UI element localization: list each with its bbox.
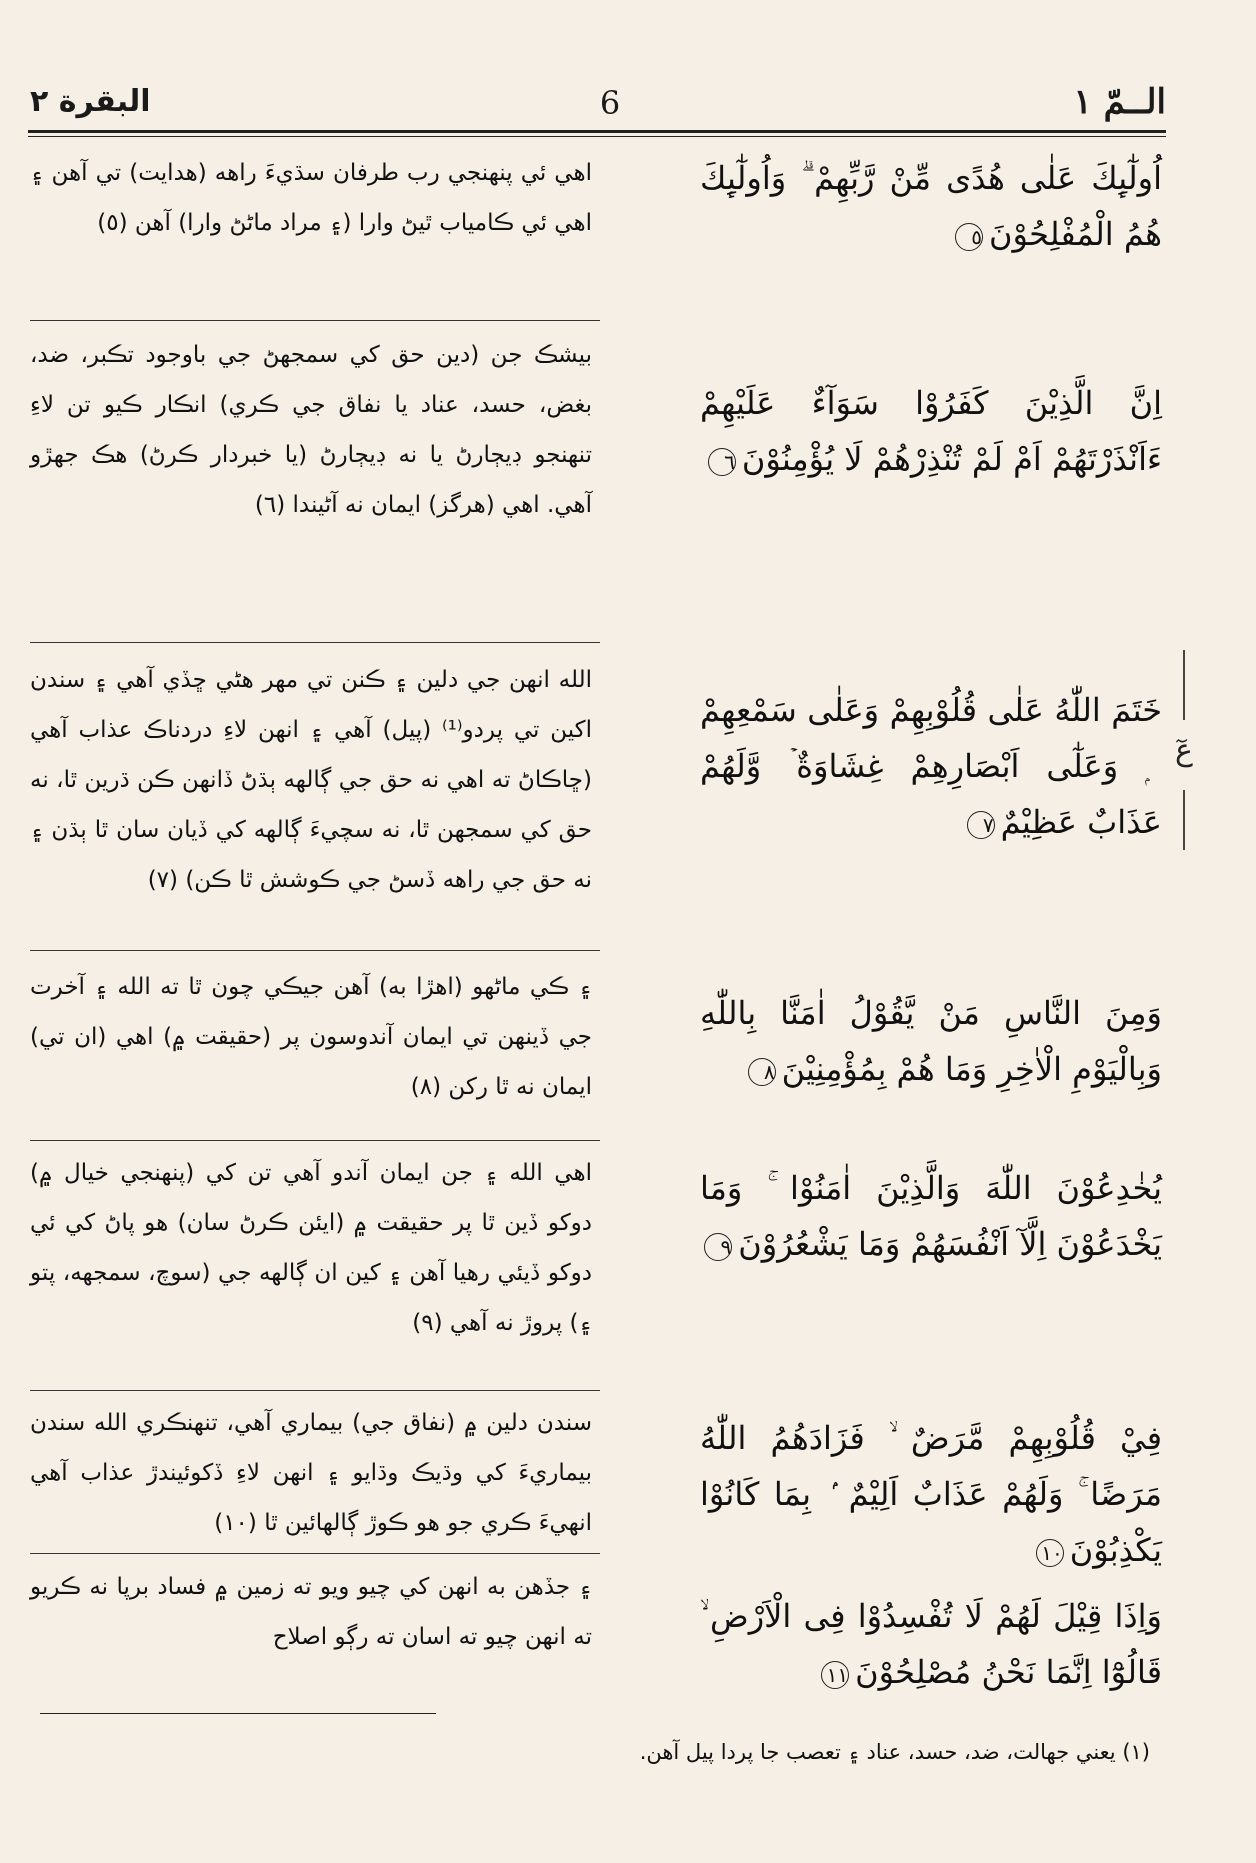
- ruku-line-bottom: [1183, 790, 1185, 850]
- verse-number: ٥: [955, 223, 983, 251]
- arabic-text: خَتَمَ اللّٰهُ عَلٰى قُلُوْبِهِمْ وَعَلٰى سَمْعِهِمْ ۭ وَعَلٰٓى اَبْصَارِهِمْ غِشَاوَةٌ ۡ وَّلَهُمْ عَذَابٌ عَظِيْمٌ: [700, 691, 1162, 841]
- arabic-text: يُخٰدِعُوْنَ اللّٰهَ وَالَّذِيْنَ اٰمَنُوْا ۚ وَمَا يَخْدَعُوْنَ اِلَّآ اَنْفُسَهُمْ وَمَا يَشْعُرُوْنَ: [700, 1169, 1162, 1263]
- arabic-verse-10: [700, 1410, 1162, 1578]
- arabic-text: وَاِذَا قِيْلَ لَهُمْ لَا تُفْسِدُوْا فِى الْاَرْضِ ۙ قَالُوْٓا اِنَّمَا نَحْنُ مُصْلِحُوْنَ: [700, 1597, 1162, 1691]
- verse-number: ٨: [748, 1058, 776, 1086]
- header-rule: [28, 130, 1166, 133]
- header-rule-thin: [28, 136, 1166, 137]
- arabic-verse-11: [700, 1588, 1162, 1700]
- block-separator: [30, 1140, 600, 1141]
- block-separator: [30, 1390, 600, 1391]
- arabic-verse-5: [700, 150, 1162, 262]
- verse-number: ١٠: [1036, 1539, 1064, 1567]
- verse-number: ٩: [704, 1233, 732, 1261]
- arabic-text: وَمِنَ النَّاسِ مَنْ يَّقُوْلُ اٰمَنَّا بِاللّٰهِ وَبِالْيَوْمِ الْاٰخِرِ وَمَا هُمْ بِمُؤْمِنِيْنَ: [700, 994, 1162, 1088]
- ruku-marker: عٓ: [1175, 733, 1193, 768]
- arabic-verse-8: [700, 985, 1162, 1097]
- verse-number: ٧: [967, 811, 995, 839]
- translation-verse-7: الله انهن جي دلين ۽ ڪنن تي مهر هڻي ڇڏي آهي ۽ سندن اکين تي پردو⁽¹⁾ (پيل) آهي ۽ انهن لاءِ دردناڪ عذاب آهي (ڇاڪاڻ ته اهي نه حق جي ڳالهه ٻڌڻ ڏانهن ڪن ڌرين ٿا، نه حق کي سمجهن ٿا، نه سچيءَ ڳالهه کي ڏيان سان ٿا ٻڌن ۽ نه حق جي راهه ڏسڻ جي ڪوشش ٿا ڪن) (٧): [30, 667, 592, 893]
- translation-verse-8: ۽ ڪي ماڻهو (اهڙا به) آهن جيڪي چون ٿا ته الله ۽ آخرت جي ڏينهن تي ايمان آندوسون پر (حقيقت ۾) اهي (ان تي) ايمان نه ٿا رکن (٨): [30, 974, 592, 1100]
- arabic-text: فِيْ قُلُوْبِهِمْ مَّرَضٌ ۙ فَزَادَهُمُ اللّٰهُ مَرَضًا ۚ وَلَهُمْ عَذَابٌ اَلِيْمٌ ۢ بِمَا كَانُوْا يَكْذِبُوْنَ: [700, 1419, 1162, 1569]
- footnote: (١) يعني جهالت، ضد، حسد، عناد ۽ تعصب جا پردا پيل آهن.: [639, 1740, 1150, 1764]
- arabic-text: اِنَّ الَّذِيْنَ كَفَرُوْا سَوَآءٌ عَلَيْهِمْ ءَاَنْذَرْتَهُمْ اَمْ لَمْ تُنْذِرْهُمْ لَا يُؤْمِنُوْنَ: [700, 384, 1162, 478]
- verse-number: ١١: [821, 1661, 849, 1689]
- translation-verse-11: ۽ جڏهن به انهن کي چيو ويو ته زمين ۾ فساد برپا نه ڪريو ته انهن چيو ته اسان ته رڳو اصلاح: [30, 1574, 592, 1650]
- page-number: 6: [599, 84, 621, 122]
- surah-title: البقرة ٢: [30, 84, 151, 119]
- translation-verse-6: بيشڪ جن (دين حق کي سمجهڻ جي باوجود تڪبر، ضد، بغض، حسد، عناد يا نفاق جي ڪري) انڪار ڪيو تن لاءِ تنهنجو ڊيڄارڻ يا نه ڊيڄارڻ (يا خبردار ڪرڻ) هڪ جهڙو آهي. اهي (هرگز) ايمان نه آڻيندا (٦): [30, 342, 592, 518]
- block-separator: [30, 1553, 600, 1554]
- arabic-text: اُولٰٓىِٕكَ عَلٰى هُدًى مِّنْ رَّبِّهِمْ ۗ وَاُولٰٓىِٕكَ هُمُ الْمُفْلِحُوْنَ: [700, 159, 1162, 253]
- block-separator: [30, 950, 600, 951]
- juz-title: الــمّ ١: [1073, 82, 1166, 122]
- translation-verse-5: اهي ئي پنهنجي رب طرفان سڌيءَ راهه (هدايت) تي آهن ۽ اهي ئي ڪامياب ٿيڻ وارا (۽ مراد ماڻڻ وارا) آهن (٥): [30, 160, 592, 236]
- translation-verse-9: اهي الله ۽ جن ايمان آندو آهي تن کي (پنهنجي خيال ۾) دوکو ڏين ٿا پر حقيقت ۾ (ايئن ڪرڻ سان) هو پاڻ کي ئي دوکو ڏيئي رهيا آهن ۽ کين ان ڳالهه جي (سوچ، سمجهه، پتو ۽) پروڙ نه آهي (٩): [30, 1160, 592, 1336]
- ruku-line-top: [1183, 650, 1185, 720]
- translation-verse-10: سندن دلين ۾ (نفاق جي) بيماري آهي، تنهنڪري الله سندن بيماريءَ کي وڌيڪ وڌايو ۽ انهن لاءِ ڏکوئيندڙ عذاب آهي انهيءَ ڪري جو هو ڪوڙ ڳالهائين ٿا (١٠): [30, 1410, 592, 1536]
- arabic-verse-7: [700, 682, 1162, 850]
- block-separator: [30, 320, 600, 321]
- block-separator: [30, 642, 600, 643]
- arabic-verse-6: [700, 375, 1162, 487]
- footnote-rule: [40, 1713, 436, 1714]
- arabic-verse-9: [700, 1160, 1162, 1272]
- verse-number: ٦: [708, 448, 736, 476]
